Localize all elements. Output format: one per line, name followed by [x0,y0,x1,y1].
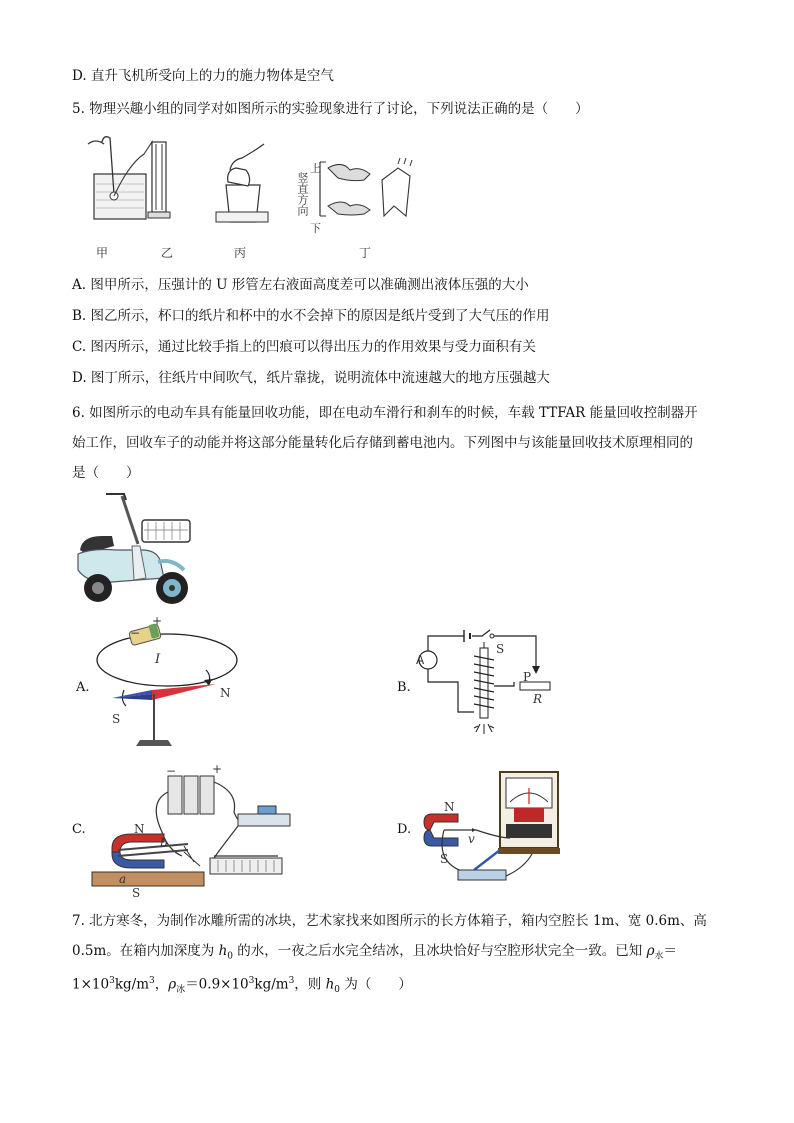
q5-figure-bing [212,140,272,226]
q5-stem: 5. 物理兴趣小组的同学对如图所示的实验现象进行了讨论，下列说法正确的是（ ） [72,101,589,117]
a-current-label: I [155,652,161,667]
q5-label-yi: 乙 [161,246,174,260]
q5-option-d: D. 图丁所示，往纸片中间吹气，纸片靠拢，说明流体中流速越大的地方压强越大 [72,370,550,386]
q7-line3: $1\times 10^3kg/m^3$，$\rho_冰=0.9\times 10^3kg/m^3$，则 $h_0$ 为（ ） [72,976,412,996]
q5-figure-jia-yi [74,134,184,226]
b-resistor-label: R [533,692,543,706]
c-north-label: N [134,822,145,836]
q6-option-a: A. [76,680,90,695]
q5-option-c: C. 图丙所示，通过比较手指上的凹痕可以得出压力的作用效果与受力面积有关 [72,339,536,355]
a-minus-label: − [130,626,141,640]
q7-line1: 7. 北方寒冬，为制作冰雕所需的冰块，艺术家找来如图所示的长方体箱子，箱内空腔长 1m、宽 0.6m、高 [72,913,707,929]
q5-ding-up: 上 [310,162,321,175]
q5-figure-ding [314,156,426,222]
q5-label-ding: 丁 [359,246,372,260]
q6-figure-b-circuit [414,626,564,744]
q6-stem-line1: 6. 如图所示的电动车具有能量回收功能，即在电动车滑行和刹车的时候，车载 TTFAR 能量回收控制器开 [72,405,698,421]
q6-stem-line3: 是（ ） [72,465,140,481]
c-minus-label: − [166,764,177,778]
q6-stem-line2: 始工作，回收车子的动能并将这部分能量转化后存储到蓄电池内。下列图中与该能量回收技术原理相同的 [72,435,693,451]
q5-option-b: B. 图乙所示，杯口的纸片和杯中的水不会掉下的原因是纸片受到了大气压的作用 [72,308,550,324]
c-b-label: b [160,836,168,850]
q4-option-d: D. 直升飞机所受向上的力的施力物体是空气 [72,68,334,84]
b-switch-label: S [496,642,505,656]
a-south-label: S [112,712,121,726]
electric-scooter-image [72,490,200,608]
q6-figure-d-generator [414,768,564,892]
c-a-label: a [119,872,127,886]
b-ammeter-label: A [416,653,425,667]
q6-option-c: C. [72,822,86,837]
q5-option-a: A. 图甲所示，压强计的 U 形管左右液面高度差可以准确测出液体压强的大小 [72,277,529,293]
b-slider-label: P [523,670,532,684]
a-plus-label: + [152,614,163,628]
a-north-label: N [220,686,231,700]
q6-figure-a-compass [92,614,242,754]
q6-option-d: D. [397,822,412,837]
q5-ding-down: 下 [310,222,321,235]
d-velocity-label: v [468,832,475,846]
d-south-label: S [440,852,449,866]
c-plus-label: + [212,762,223,776]
c-south-label: S [132,886,141,900]
d-north-label: N [444,800,455,814]
q5-label-jia: 甲 [96,246,109,260]
q7-line2: 0.5m。在箱内加深度为 $h_0$ 的水，一夜之后水完全结冰，且冰块恰好与空腔形状完全一致。已知 $\rho_水=$ [72,943,678,962]
q6-option-b: B. [397,680,411,695]
q5-ding-vertical: 竖直方向 [296,172,309,216]
q5-label-bing: 丙 [234,246,247,260]
